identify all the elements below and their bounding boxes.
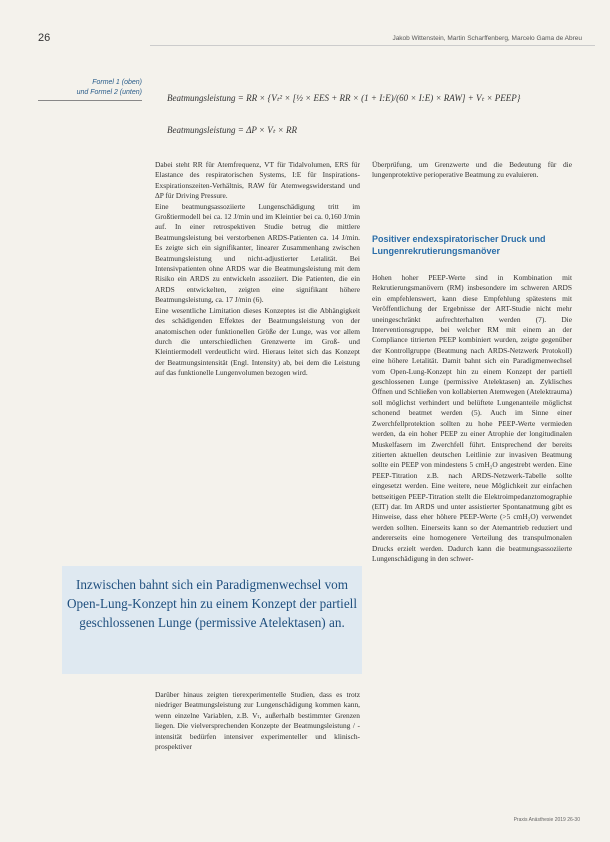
right-column-top xyxy=(372,160,572,181)
running-head: Jakob Wittenstein, Martin Scharffenberg, Marcelo Gama de Abreu xyxy=(392,35,582,42)
formula-label-rule xyxy=(38,100,142,101)
section-heading: Positiver endexspiratorischer Druck und Lungenrekrutierungsmanöver xyxy=(372,234,546,256)
header-rule xyxy=(150,45,595,46)
formula-1: Beatmungsleistung = RR × {Vₜ² × [½ × EES + RR × (1 + I:E)/(60 × I:E) × RAW] + Vₜ × PEEP} xyxy=(167,93,521,103)
paragraph: Überprüfung, um Grenzwerte und die Bedeutung für die lungenprotektive perioperative Beatmung zu evaluieren. xyxy=(372,160,572,180)
formula-label-line2: und Formel 2 (unten) xyxy=(76,89,142,96)
formula-2: Beatmungsleistung = ΔP × Vₜ × RR xyxy=(167,125,297,135)
paragraph: Darüber hinaus zeigten tierexperimentelle Studien, dass es trotz niedriger Beatmungsleistung zur Lungenschädigung kommen kann, wenn einzelne Variablen, z.B. Vₜ, außerhalb bestimmter Grenzen liegen. Die vielversprechenden Konzepte der Beatmungsleistung / -intensität bedürfen intensiver experimenteller und klinisch-prospektiver xyxy=(155,690,360,752)
formula-label xyxy=(40,78,142,98)
paragraph: Hohen hoher PEEP-Werte sind in Kombination mit Rekrutierungsmanövern (RM) insbesondere im schweren ARDS ein empfehlenswert, kann diese Empfehlung spätestens mit Veröffentlichung der Ergebnisse der ART-Studie nicht mehr uneingeschränkt aufrechterhalten werden (7). Die Interventionsgruppe, bei welcher RM mit einem an der Compliance titrierten PEEP kombiniert wurden, zeigte gegenüber der Kontrollgruppe (Beatmung nach ARDS-Netzwerk Protokoll) eine höhere Letalität. Damit bahnt sich ein Paradigmenwechsel vom Open-Lung-Konzept hin zu einem Konzept der partiell geschlossenen Lunge (permissive Atelektasen) an. Zyklisches Öffnen und Schließen von kollabierten Atemwegen (Atelektrauma) soll möglichst verhindert und belüftete Lungenanteile möglichst schonend beatmet werden (5). Auch im Sinne einer Zwerchfellprotektion sollten zu hohe PEEP-Werte vermieden werden, da ein hoher PEEP zu einer Atrophie der longitudinalen Muskelfasern im Zwerchfell führt. Entsprechend der bereits zitierten aktuellen deutschen Leitlinie zur invasiven Beatmung sollte ein PEEP von mindestens 5 cmH₂O angestrebt werden. Eine PEEP-Titration z.B. nach ARDS-Netzwerk-Tabelle sollte eingesetzt werden. Eine weitere, neue Möglichkeit zur einfachen bettseitigen PEEP-Titration stellt die Elektroimpedanztomographie (EIT) dar. Im ARDS und unter assistierter Spontanatmung gibt es Hinweise, dass eher höhere PEEP-Werte (>5 cmH₂O) verwendet werden sollten. Einerseits kann so der Atemantrieb reduziert und andererseits eine homogenere Verteilung des transpulmonalen Drucks erzielt werden. Dadurch kann die beatmungsassoziierte Lungenschädigung in den schwer- xyxy=(372,273,572,563)
formula-label-line1: Formel 1 (oben) xyxy=(92,79,142,86)
left-column-top xyxy=(155,160,360,379)
paragraph: Dabei steht RR für Atemfrequenz, VT für Tidalvolumen, ERS für Elastance des respiratorischen Systems, I:E für Inspirations-Exspirationszeiten-Verhältnis, RAW für Atemwegswiderstand und ΔP für Driving Pressure. xyxy=(155,160,360,201)
paragraph: Eine beatmungsassoziierte Lungenschädigung tritt im Großtiermodell bei ca. 12 J/min und im Kleintier bei ca. 0,160 J/min auf. In einer retrospektiven Studie betrug die mittlere Beatmungsleistung bei verstorbenen ARDS-Patienten ca. 14 J/min. Es zeigte sich ein signifikanter, linearer Zusammenhang zwischen Beatmungsleistung und nicht-adjustierter Letalität. Bei Intensivpatienten ohne ARDS war die Beatmungsleistung mit dem Risiko ein ARDS zu entwickeln assoziiert. Die Patienten, die ein ARDS entwickelten, zeigten eine signifikant höhere Beatmungsleistung, ca. 17 J/min (6). xyxy=(155,201,360,305)
pull-quote: Inzwischen bahnt sich ein Paradigmenwechsel vom Open-Lung-Konzept hin zu einem Konzept der partiell geschlossenen Lunge (permissive Atelektasen) an. xyxy=(66,577,358,630)
left-column-bottom xyxy=(155,690,360,752)
paragraph: Eine wesentliche Limitation dieses Konzeptes ist die Abhängigkeit des schädigenden Effektes der Beatmungsleistung von der anatomischen oder funktionellen Größe der Lunge, was vor allem durch die unterschiedlichen Grenzwerte im Groß- und Kleintiermodell verdeutlicht wird. Hieraus leitet sich das Konzept der Beatmungsintensität (Engl. Intensity) ab, bei dem die Leistung auf das funktionelle Lungenvolumen bezogen wird. xyxy=(155,305,360,378)
right-column-body xyxy=(372,273,572,564)
footer: Praxis Anästhesie 2019 26-30 xyxy=(513,817,580,823)
page-number: 26 xyxy=(38,32,51,44)
